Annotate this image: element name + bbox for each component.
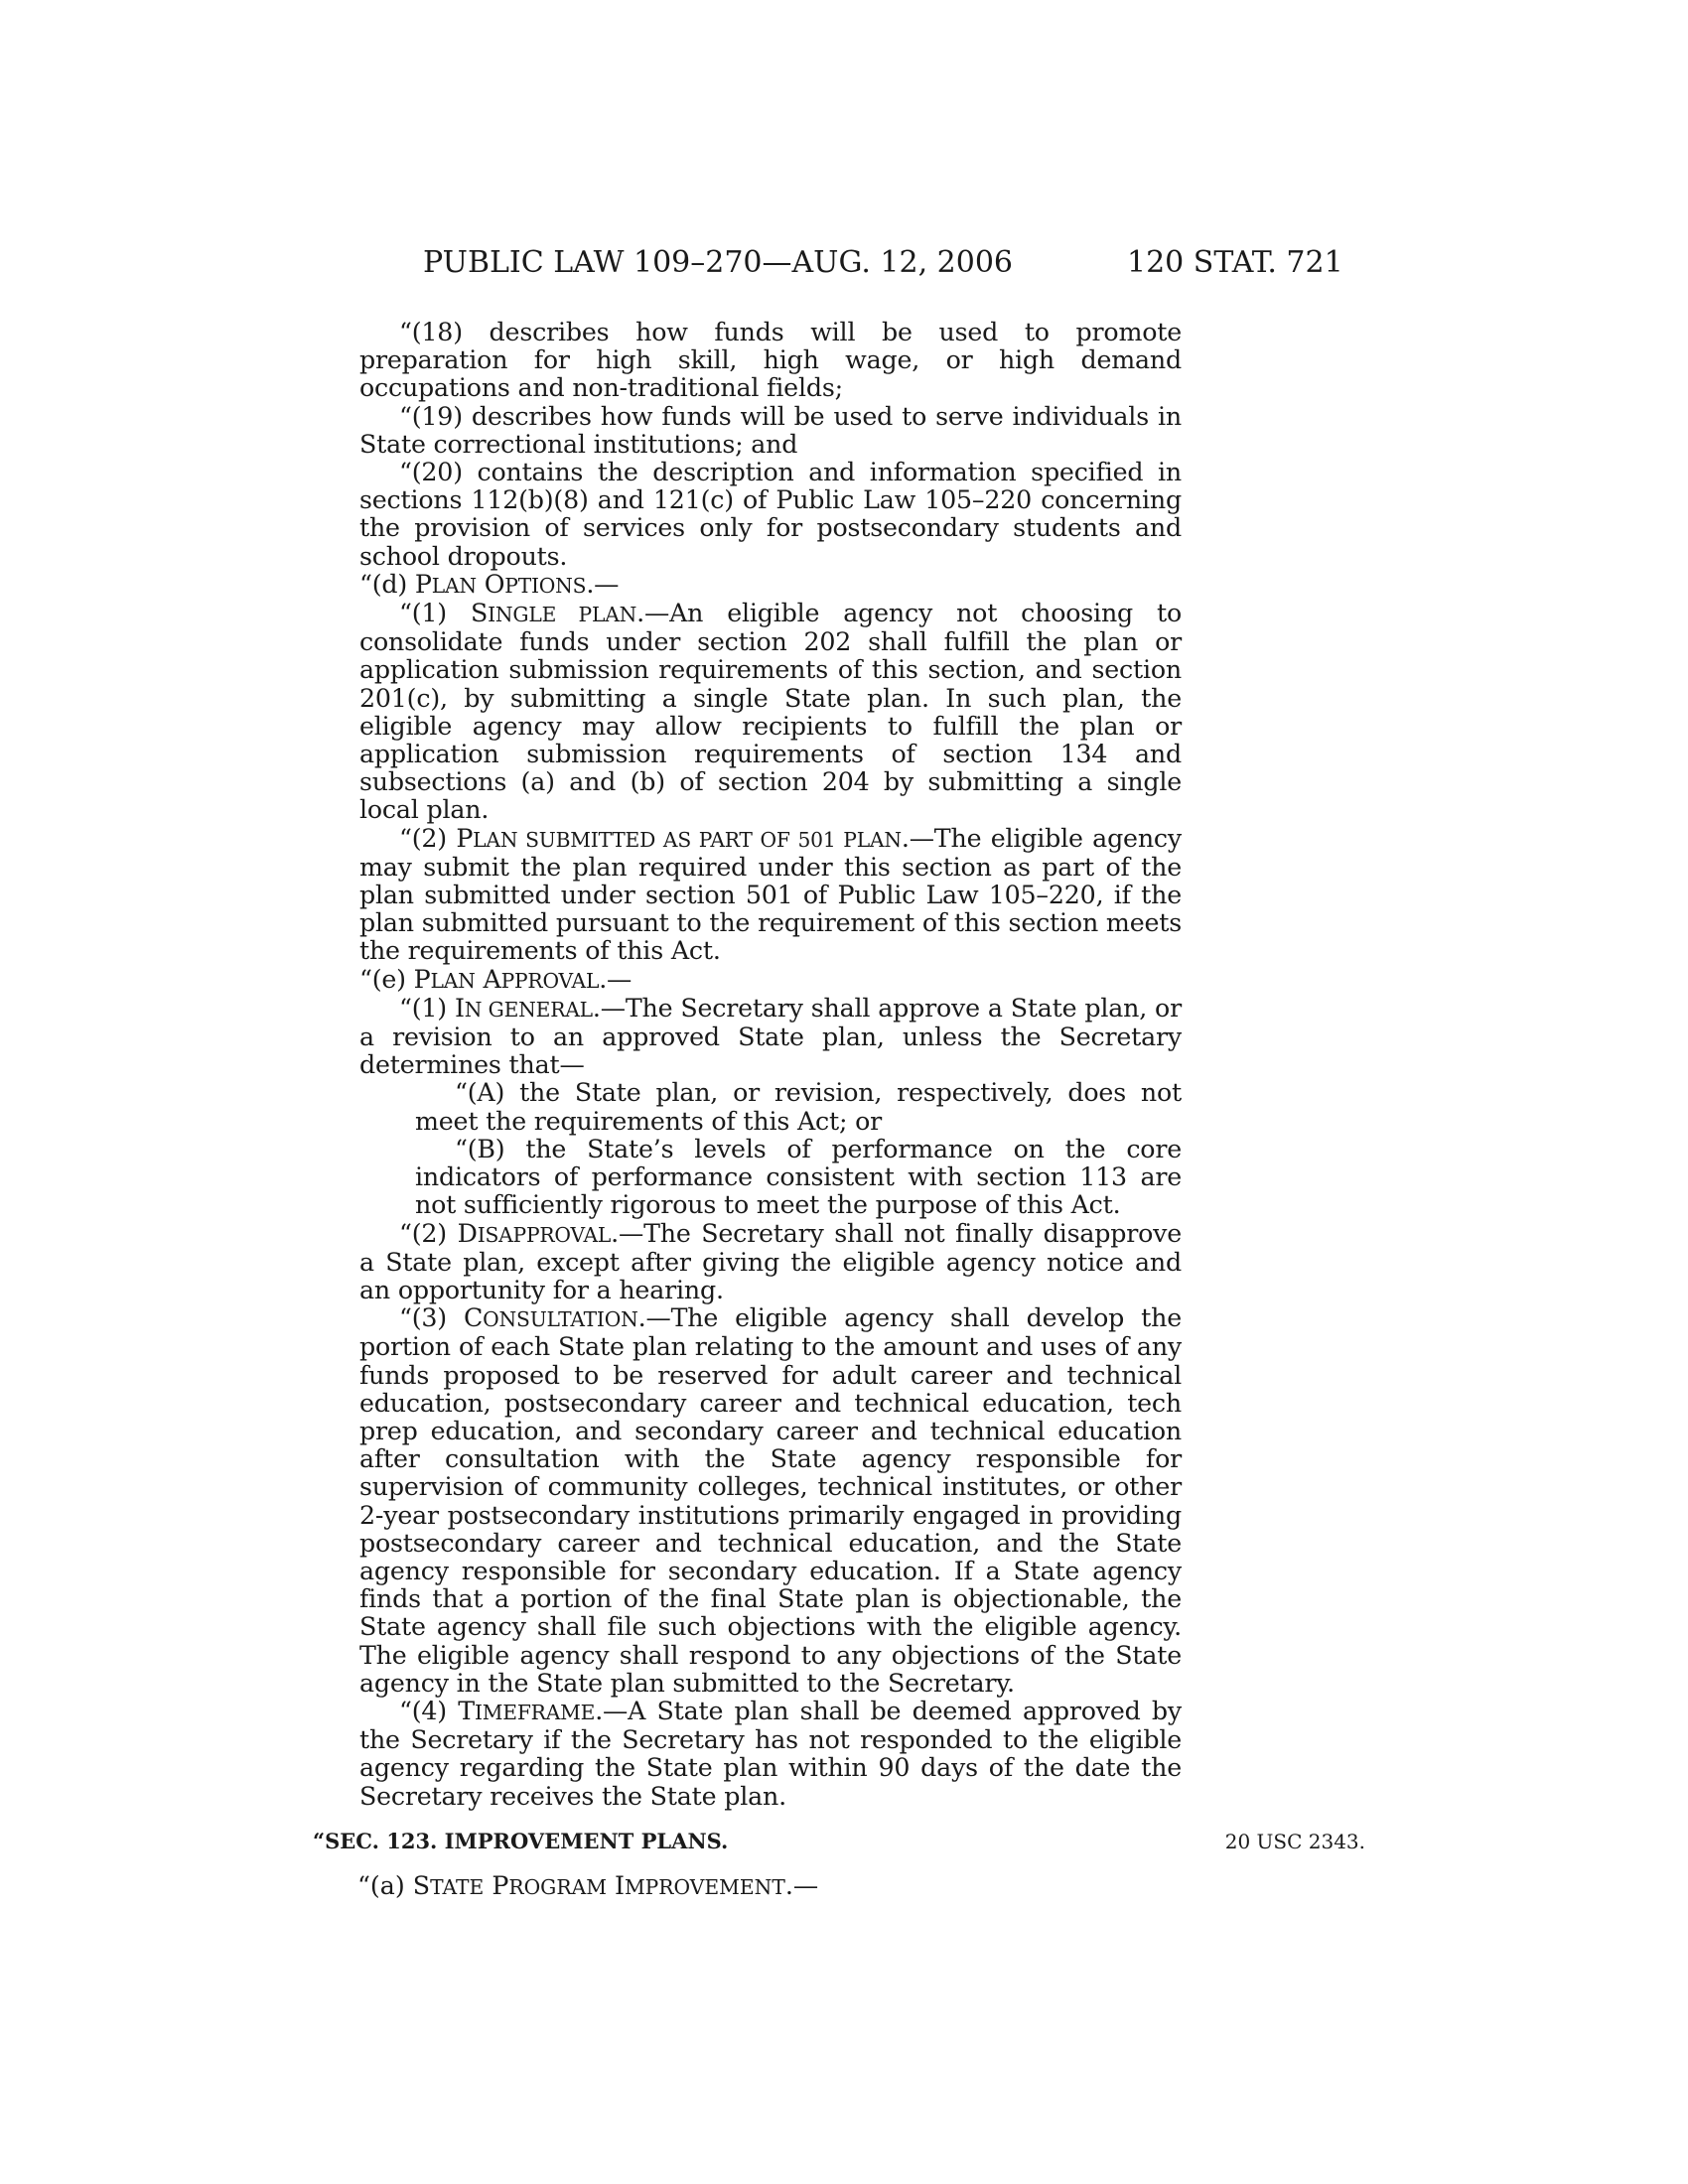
subsection-d-heading: “(d) PLAN OPTIONS.— xyxy=(359,569,620,599)
section-123-line xyxy=(313,1827,1365,1856)
subsection-e-heading: “(e) PLAN APPROVAL.— xyxy=(359,964,633,994)
paragraph-19: “(19) describes how funds will be used to serve individuals in State correctional institutions; and xyxy=(359,401,1182,459)
margin-citation: 20 USC 2343. xyxy=(1224,1830,1365,1853)
subsection-a-heading: “(a) STATE PROGRAM IMPROVEMENT.— xyxy=(357,1871,819,1900)
paragraph-e3-consultation: “(3) CONSULTATION.—The eligible agency shall develop the portion of each State plan relating to the amount and uses of any funds proposed to be reserved for adult career and technical education, postsecondary career and technical education, tech prep education, and secondary career and technical education after consultation with the State agency responsible for supervision of community colleges, technical institutes, or other 2-year postsecondary institutions primarily engaged in providing postsecondary career and technical education, and the State agency responsible for secondary education. If a State agency finds that a portion of the final State plan is objectionable, the State agency shall file such objections with the eligible agency. The eligible agency shall respond to any objections of the State agency in the State plan submitted to the Secretary. xyxy=(359,1303,1182,1698)
statute-body xyxy=(359,319,1182,1811)
paragraph-e1-in-general: “(1) IN GENERAL.—The Secretary shall approve a State plan, or a revision to an approved State plan, unless the Secretary determines that— xyxy=(359,993,1182,1080)
subparagraph-e1-A: “(A) the State plan, or revision, respectively, does not meet the requirements of this Act; or xyxy=(415,1078,1182,1136)
running-header xyxy=(0,243,1688,283)
paragraph-18: “(18) describes how funds will be used to promote preparation for high skill, high wage, or high demand occupations and non-traditional fields; xyxy=(359,318,1182,403)
paragraph-d2-plan-submitted: “(2) PLAN SUBMITTED AS PART OF 501 PLAN.—The eligible agency may submit the plan required under this section as part of the plan submitted under section 501 of Public Law 105–220, if the plan submitted pursuant to the requirement of this section meets the requirements of this Act. xyxy=(359,823,1182,966)
subparagraph-e1-B: “(B) the State’s levels of performance on the core indicators of performance consistent with section 113 are not sufficiently rigorous to meet the purpose of this Act. xyxy=(415,1134,1182,1220)
page-stat-number: 120 STAT. 721 xyxy=(1127,245,1343,280)
section-heading: “SEC. 123. IMPROVEMENT PLANS. xyxy=(313,1829,729,1853)
paragraph-e2-disapproval: “(2) DISAPPROVAL.—The Secretary shall not finally disapprove a State plan, except after giving the eligible agency notice and an opportunity for a hearing. xyxy=(359,1218,1183,1304)
paragraph-d1-single-plan: “(1) SINGLE PLAN.—An eligible agency not choosing to consolidate funds under section 202 shall fulfill the plan or application submission requirements of this section, and section 201(c), by submitting a single State plan. In such plan, the eligible agency may allow recipients to fulfill the plan or application submission requirements of section 134 and subsections (a) and (b) of section 204 by submitting a single local plan. xyxy=(359,599,1183,825)
paragraph-e4-timeframe: “(4) TIMEFRAME.—A State plan shall be deemed approved by the Secretary if the Secretary has not responded to the eligible agency regarding the State plan within 90 days of the date the Secretary receives the State plan. xyxy=(359,1696,1182,1811)
header-title: PUBLIC LAW 109–270—AUG. 12, 2006 xyxy=(423,245,1014,280)
paragraph-20: “(20) contains the description and information specified in sections 112(b)(8) and 121(c) of Public Law 105–220 concerning the provision of services only for postsecondary students and school dropouts. xyxy=(359,458,1182,571)
